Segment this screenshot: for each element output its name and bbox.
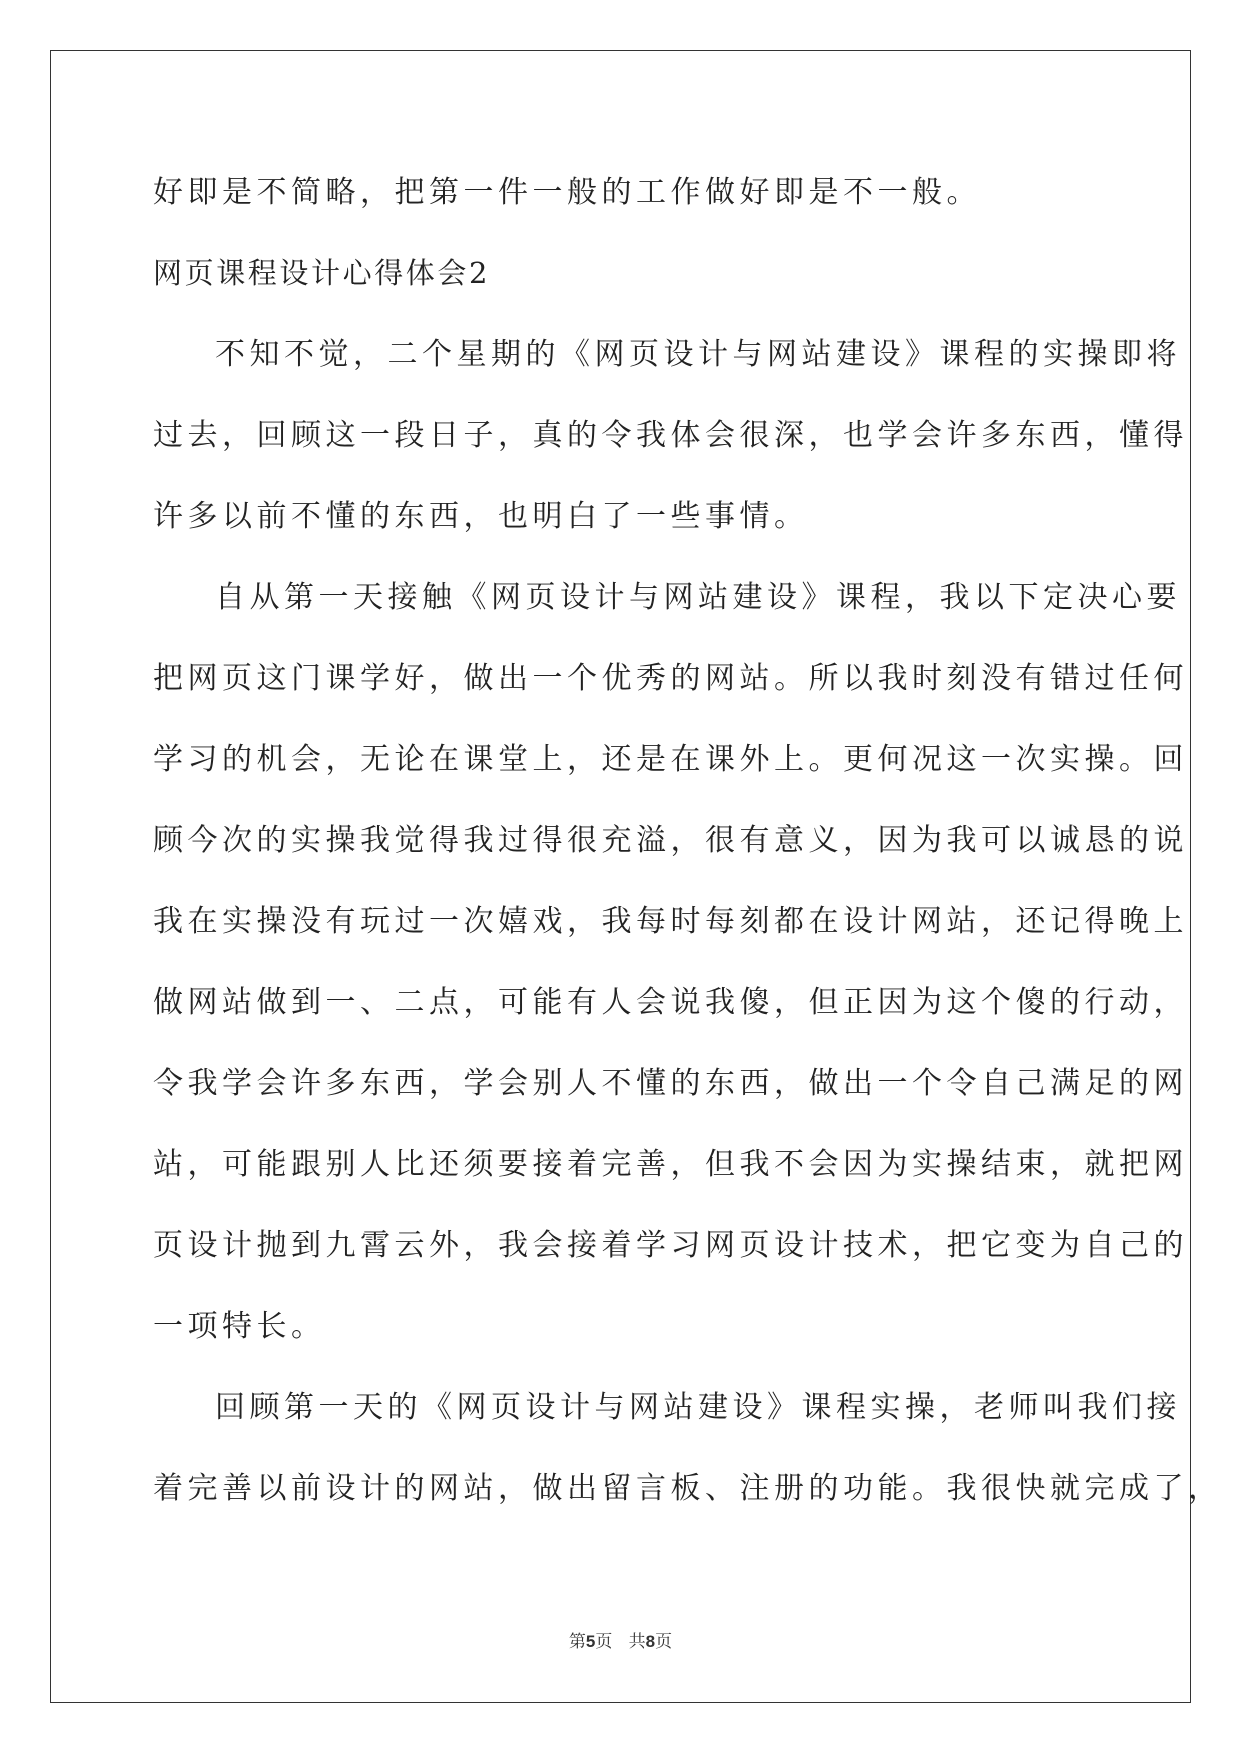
- page-prefix: 第: [568, 1632, 586, 1652]
- paragraph-line: 回顾第一天的《网页设计与网站建设》课程实操，老师叫我们接: [215, 1390, 1181, 1425]
- paragraph-line: 页设计抛到九霄云外，我会接着学习网页设计技术，把它变为自己的: [153, 1228, 1188, 1263]
- paragraph-line: 把网页这门课学好，做出一个优秀的网站。所以我时刻没有错过任何: [153, 661, 1188, 696]
- page-number-footer: [0, 1627, 1241, 1652]
- paragraph-line: 好即是不简略，把第一件一般的工作做好即是不一般。: [153, 175, 981, 210]
- paragraph-line: 自从第一天接触《网页设计与网站建设》课程，我以下定决心要: [215, 580, 1181, 615]
- document-body: [153, 152, 1223, 1529]
- paragraph-line: 顾今次的实操我觉得我过得很充溢，很有意义，因为我可以诚恳的说: [153, 823, 1188, 858]
- paragraph-line: 我在实操没有玩过一次嬉戏，我每时每刻都在设计网站，还记得晚上: [153, 904, 1188, 939]
- paragraph-line: 令我学会许多东西，学会别人不懂的东西，做出一个令自己满足的网: [153, 1066, 1188, 1101]
- section-title: 网页课程设计心得体会2: [153, 256, 491, 290]
- paragraph-line: 站，可能跟别人比还须要接着完善，但我不会因为实操结束，就把网: [153, 1147, 1188, 1182]
- current-page-number: 5: [585, 1632, 596, 1651]
- paragraph-line: 许多以前不懂的东西，也明白了一些事情。: [153, 499, 809, 534]
- paragraph-line: 过去，回顾这一段日子，真的令我体会很深，也学会许多东西，懂得: [153, 418, 1188, 453]
- total-page-number: 8: [645, 1632, 656, 1651]
- page-suffix: 页: [655, 1632, 673, 1652]
- paragraph-line: 不知不觉，二个星期的《网页设计与网站建设》课程的实操即将: [215, 337, 1181, 372]
- paragraph-line: 学习的机会，无论在课堂上，还是在课外上。更何况这一次实操。回: [153, 742, 1188, 777]
- paragraph-line: 着完善以前设计的网站，做出留言板、注册的功能。我很快就完成了，: [153, 1471, 1223, 1506]
- paragraph-line: 做网站做到一、二点，可能有人会说我傻，但正因为这个傻的行动，: [153, 985, 1188, 1020]
- page-mid: 页 共: [595, 1632, 646, 1652]
- paragraph-line: 一项特长。: [153, 1309, 326, 1344]
